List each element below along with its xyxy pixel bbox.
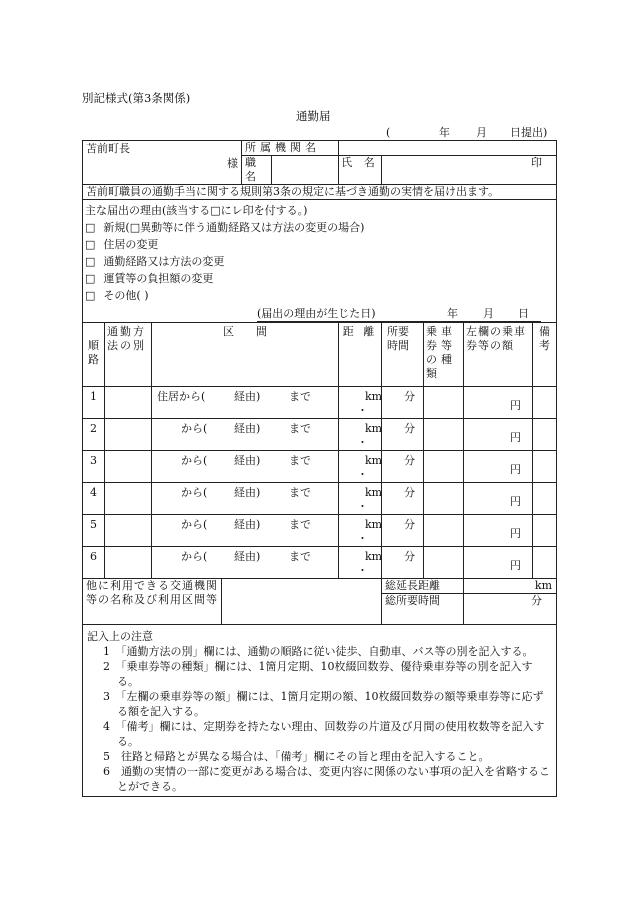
reason-date-month: 月 <box>483 307 494 320</box>
section-to: まで <box>289 422 311 435</box>
reason-option-5[interactable] <box>85 287 556 304</box>
row-number: 2 <box>90 422 97 435</box>
department-label: 所属機関名 <box>242 141 339 156</box>
row-number: 5 <box>90 518 97 531</box>
name-label: 氏 名 <box>339 156 382 185</box>
decimal-point: ・ <box>357 404 369 417</box>
total-time-label: 総所要時間 <box>382 594 464 625</box>
col-section: 区 間 <box>152 323 339 387</box>
section-via: 経由) <box>234 486 261 499</box>
section-from: から( <box>181 454 208 467</box>
note-item: 5 往路と帰路とが異なる場合は、「備考」欄にその旨と理由を記入すること。 <box>103 750 490 763</box>
other-transport-label: 他に利用できる交通機関等の名称及び利用区間等 <box>83 579 222 625</box>
section-to: まで <box>289 454 311 467</box>
checkbox-icon[interactable]: □ <box>85 272 96 285</box>
distance-unit: km <box>365 390 383 403</box>
ticket-type-field[interactable] <box>424 419 464 451</box>
section-to: まで <box>289 390 311 403</box>
section-to: まで <box>289 518 311 531</box>
total-time-field[interactable] <box>464 594 557 625</box>
reason-option-3[interactable] <box>85 253 556 270</box>
decimal-point: ・ <box>357 468 369 481</box>
distance-unit: km <box>365 518 383 531</box>
table-row <box>83 451 557 483</box>
distance-field[interactable] <box>339 387 382 419</box>
town-head: 苫前町長 <box>86 142 130 155</box>
method-field[interactable] <box>105 483 152 515</box>
section-field[interactable] <box>152 387 339 419</box>
time-unit: 分 <box>404 390 416 403</box>
submission-date[interactable] <box>386 127 556 139</box>
time-unit: 分 <box>404 550 416 563</box>
seal-mark: 印 <box>531 156 543 169</box>
yen-unit: 円 <box>510 463 522 476</box>
distance-field[interactable] <box>339 419 382 451</box>
note-item: 2 「乗車券等の種類」欄には、1箇月定期、10枚綴回数券、優待乗車券等の別を記入する。 <box>103 660 533 688</box>
notes-heading: 記入上の注意 <box>87 630 153 643</box>
checkbox-icon[interactable]: □ <box>85 238 96 251</box>
section-from: から( <box>181 422 208 435</box>
section-via: 経由) <box>234 422 261 435</box>
total-time-unit: 分 <box>531 594 543 607</box>
time-field[interactable] <box>382 387 424 419</box>
col-method: 通勤方法の別 <box>105 323 152 387</box>
time-field[interactable] <box>382 451 424 483</box>
distance-unit: km <box>365 422 383 435</box>
ticket-type-field[interactable] <box>424 451 464 483</box>
time-field[interactable] <box>382 515 424 547</box>
notes-section <box>83 625 557 797</box>
date-year-label: 年 <box>439 126 450 139</box>
section-field[interactable] <box>152 419 339 451</box>
reason-label: 新規(□異動等に伴う通勤経路又は方法の変更の場合) <box>103 221 365 234</box>
addressee-cell <box>83 141 242 185</box>
yen-unit: 円 <box>510 431 522 444</box>
method-field[interactable] <box>105 451 152 483</box>
distance-field[interactable] <box>339 515 382 547</box>
honorific: 様 <box>227 157 238 170</box>
method-field[interactable] <box>105 419 152 451</box>
reason-date-label: (届出の理由が生じた日) <box>257 307 376 320</box>
ticket-amount-field[interactable] <box>464 515 533 547</box>
reason-date-line[interactable] <box>257 304 541 322</box>
decimal-point: ・ <box>357 500 369 513</box>
total-distance-unit: km <box>534 579 553 592</box>
ticket-amount-field[interactable] <box>464 547 533 579</box>
distance-unit: km <box>365 454 383 467</box>
row-number: 6 <box>90 550 97 563</box>
section-field[interactable] <box>152 547 339 579</box>
section-to: まで <box>289 486 311 499</box>
checkbox-icon[interactable]: □ <box>85 289 96 302</box>
form-reference: 別記様式(第3条関係) <box>82 91 191 105</box>
post-field[interactable] <box>272 156 339 185</box>
date-submitted-label: 日提出) <box>510 126 548 139</box>
declaration-statement: 苫前町職員の通勤手当に関する規則第3条の規定に基づき通勤の実情を届け出ます。 <box>83 185 557 200</box>
total-distance-label: 総延長距離 <box>382 579 464 594</box>
ticket-amount-field[interactable] <box>464 483 533 515</box>
time-unit: 分 <box>404 454 416 467</box>
col-remarks: 備 考 <box>533 323 557 387</box>
col-order: 順路 <box>83 323 105 387</box>
name-field[interactable] <box>382 156 557 185</box>
section-from: 住居から( <box>157 390 206 403</box>
department-field[interactable] <box>339 141 557 156</box>
note-item: 3 「左欄の乗車券等の額」欄には、1箇月定期の額、10枚綴回数券の額等乗車券等に応ずる額を記入する。 <box>103 690 544 718</box>
col-ticket-type: 乗車券等の種類 <box>424 323 464 387</box>
distance-unit: km <box>365 486 383 499</box>
section-to: まで <box>289 550 311 563</box>
remarks-field[interactable] <box>533 419 557 451</box>
ticket-type-field[interactable] <box>424 515 464 547</box>
remarks-field[interactable] <box>533 515 557 547</box>
note-item: 6 通勤の実情の一部に変更がある場合は、変更内容に関係のない事項の記入を省略することができる。 <box>103 765 550 793</box>
note-item: 4 「備考」欄には、定期券を持たない理由、回数券の片道及び月間の使用枚数等を記入する。 <box>103 720 545 748</box>
section-via: 経由) <box>234 390 261 403</box>
reason-date-year: 年 <box>447 307 458 320</box>
col-distance: 距 離 <box>339 323 382 387</box>
remarks-field[interactable] <box>533 387 557 419</box>
distance-unit: km <box>365 550 383 563</box>
table-row <box>83 483 557 515</box>
commute-form-table <box>82 140 562 797</box>
section-via: 経由) <box>234 518 261 531</box>
decimal-point: ・ <box>357 436 369 449</box>
time-unit: 分 <box>404 422 416 435</box>
time-field[interactable] <box>382 547 424 579</box>
note-item: 1 「通勤方法の別」欄には、通勤の順路に従い徒歩、自動車、バス等の別を記入する。 <box>103 645 534 658</box>
col-ticket-amount: 左欄の乗車券等の額 <box>464 323 533 387</box>
reason-label: 通勤経路又は方法の変更 <box>103 255 225 268</box>
col-time: 所要時間 <box>382 323 424 387</box>
checkbox-icon[interactable]: □ <box>85 221 96 234</box>
date-month-label: 月 <box>476 126 487 139</box>
ticket-amount-field[interactable] <box>464 451 533 483</box>
yen-unit: 円 <box>510 527 522 540</box>
ticket-type-field[interactable] <box>424 483 464 515</box>
section-field[interactable] <box>152 451 339 483</box>
distance-field[interactable] <box>339 483 382 515</box>
reason-label: 運賃等の負担額の変更 <box>103 272 214 285</box>
table-row <box>83 515 557 547</box>
remarks-field[interactable] <box>533 451 557 483</box>
decimal-point: ・ <box>357 532 369 545</box>
row-number: 3 <box>90 454 97 467</box>
time-field[interactable] <box>382 419 424 451</box>
reason-option-4[interactable] <box>85 270 556 287</box>
ticket-amount-field[interactable] <box>464 387 533 419</box>
reason-option-1[interactable] <box>85 219 556 236</box>
section-field[interactable] <box>152 483 339 515</box>
post-label: 職 名 <box>242 156 272 185</box>
reason-label: その他( ) <box>103 289 149 302</box>
table-row <box>83 547 557 579</box>
section-field[interactable] <box>152 515 339 547</box>
reason-label: 住居の変更 <box>103 238 159 251</box>
table-row <box>83 419 557 451</box>
ticket-type-field[interactable] <box>424 547 464 579</box>
yen-unit: 円 <box>510 559 522 572</box>
section-via: 経由) <box>234 454 261 467</box>
section-from: から( <box>181 550 208 563</box>
ticket-type-field[interactable] <box>424 387 464 419</box>
time-field[interactable] <box>382 483 424 515</box>
yen-unit: 円 <box>510 399 522 412</box>
yen-unit: 円 <box>510 495 522 508</box>
row-number: 1 <box>90 390 97 403</box>
section-from: から( <box>181 518 208 531</box>
row-number: 4 <box>90 486 97 499</box>
time-unit: 分 <box>404 486 416 499</box>
reason-date-day: 日 <box>518 307 529 320</box>
method-field[interactable] <box>105 387 152 419</box>
reason-option-2[interactable] <box>85 236 556 253</box>
method-field[interactable] <box>105 515 152 547</box>
distance-field[interactable] <box>339 451 382 483</box>
remarks-field[interactable] <box>533 483 557 515</box>
decimal-point: ・ <box>357 564 369 577</box>
time-unit: 分 <box>404 518 416 531</box>
method-field[interactable] <box>105 547 152 579</box>
reasons-heading: 主な届出の理由(該当する□にレ印を付する。) <box>85 204 308 217</box>
date-paren-open: ( <box>386 126 391 139</box>
checkbox-icon[interactable]: □ <box>85 255 96 268</box>
other-transport-field[interactable] <box>222 579 382 625</box>
reasons-section <box>83 200 557 323</box>
remarks-field[interactable] <box>533 547 557 579</box>
section-via: 経由) <box>234 550 261 563</box>
section-from: から( <box>181 486 208 499</box>
ticket-amount-field[interactable] <box>464 419 533 451</box>
form-title: 通勤届 <box>296 109 331 123</box>
total-distance-field[interactable] <box>464 579 557 594</box>
table-row <box>83 387 557 419</box>
distance-field[interactable] <box>339 547 382 579</box>
